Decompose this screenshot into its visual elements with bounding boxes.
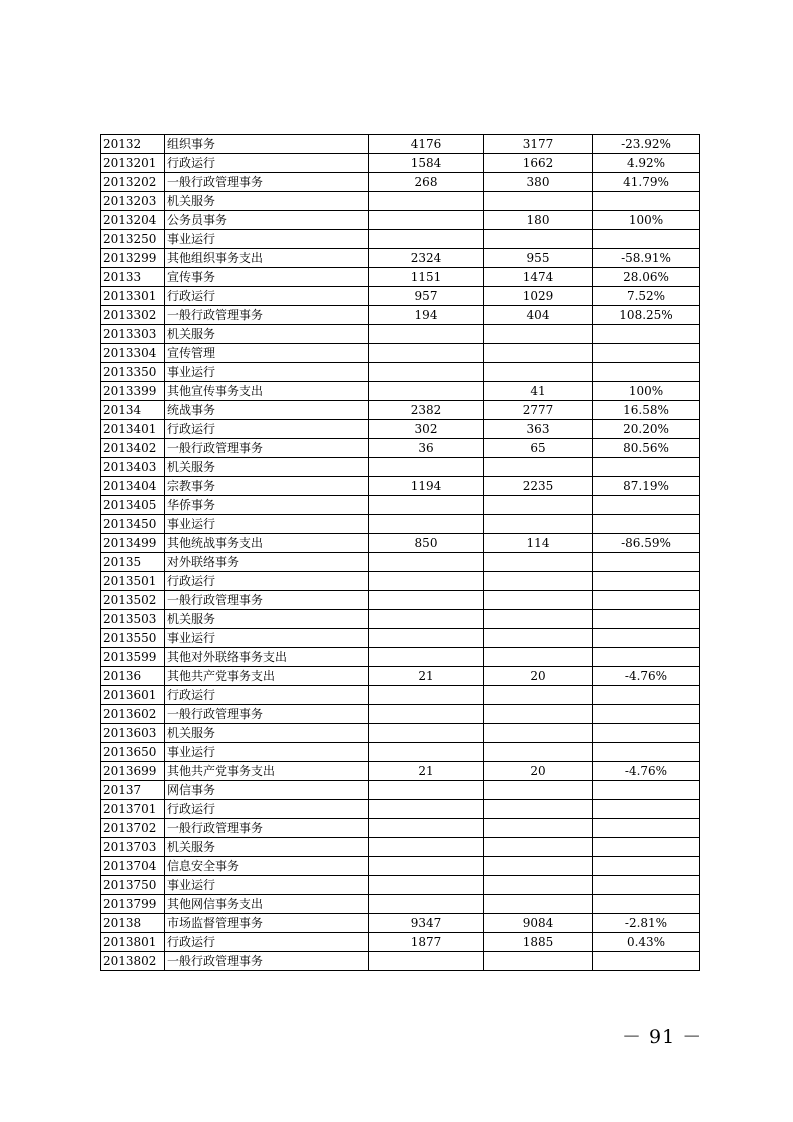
prior-year-amount-cell bbox=[369, 515, 484, 534]
current-year-amount-cell bbox=[484, 819, 593, 838]
subject-name-cell: 一般行政管理事务 bbox=[165, 591, 369, 610]
table-row bbox=[101, 743, 700, 762]
current-year-amount-cell: 1662 bbox=[484, 154, 593, 173]
subject-code-cell: 2013201 bbox=[101, 154, 165, 173]
table-row bbox=[101, 667, 700, 686]
current-year-amount-cell bbox=[484, 724, 593, 743]
table-row bbox=[101, 439, 700, 458]
prior-year-amount-cell bbox=[369, 686, 484, 705]
subject-name-cell: 事业运行 bbox=[165, 629, 369, 648]
subject-name-cell: 公务员事务 bbox=[165, 211, 369, 230]
change-percent-cell: 87.19% bbox=[593, 477, 700, 496]
table-row bbox=[101, 686, 700, 705]
subject-name-cell: 行政运行 bbox=[165, 154, 369, 173]
subject-code-cell: 2013403 bbox=[101, 458, 165, 477]
current-year-amount-cell: 1474 bbox=[484, 268, 593, 287]
table-row bbox=[101, 173, 700, 192]
subject-name-cell: 其他网信事务支出 bbox=[165, 895, 369, 914]
subject-name-cell: 事业运行 bbox=[165, 876, 369, 895]
change-percent-cell bbox=[593, 515, 700, 534]
subject-name-cell: 网信事务 bbox=[165, 781, 369, 800]
change-percent-cell bbox=[593, 591, 700, 610]
current-year-amount-cell bbox=[484, 800, 593, 819]
budget-table bbox=[100, 134, 700, 971]
table-row bbox=[101, 705, 700, 724]
prior-year-amount-cell bbox=[369, 572, 484, 591]
table-row bbox=[101, 629, 700, 648]
table-row bbox=[101, 914, 700, 933]
prior-year-amount-cell bbox=[369, 496, 484, 515]
table-row bbox=[101, 933, 700, 952]
subject-code-cell: 2013350 bbox=[101, 363, 165, 382]
subject-name-cell: 其他统战事务支出 bbox=[165, 534, 369, 553]
subject-code-cell: 2013603 bbox=[101, 724, 165, 743]
change-percent-cell: 100% bbox=[593, 211, 700, 230]
table-row bbox=[101, 154, 700, 173]
subject-code-cell: 2013402 bbox=[101, 439, 165, 458]
subject-name-cell: 其他对外联络事务支出 bbox=[165, 648, 369, 667]
change-percent-cell: 20.20% bbox=[593, 420, 700, 439]
subject-code-cell: 2013750 bbox=[101, 876, 165, 895]
table-row bbox=[101, 952, 700, 971]
subject-name-cell: 事业运行 bbox=[165, 515, 369, 534]
change-percent-cell bbox=[593, 344, 700, 363]
current-year-amount-cell bbox=[484, 496, 593, 515]
subject-code-cell: 2013304 bbox=[101, 344, 165, 363]
subject-name-cell: 一般行政管理事务 bbox=[165, 173, 369, 192]
current-year-amount-cell: 41 bbox=[484, 382, 593, 401]
change-percent-cell: 4.92% bbox=[593, 154, 700, 173]
current-year-amount-cell bbox=[484, 686, 593, 705]
prior-year-amount-cell bbox=[369, 344, 484, 363]
page-number: － 91 － bbox=[622, 1026, 703, 1048]
change-percent-cell bbox=[593, 800, 700, 819]
subject-code-cell: 20133 bbox=[101, 268, 165, 287]
subject-code-cell: 2013502 bbox=[101, 591, 165, 610]
prior-year-amount-cell bbox=[369, 325, 484, 344]
subject-code-cell: 2013701 bbox=[101, 800, 165, 819]
current-year-amount-cell bbox=[484, 553, 593, 572]
subject-name-cell: 对外联络事务 bbox=[165, 553, 369, 572]
subject-code-cell: 2013501 bbox=[101, 572, 165, 591]
subject-code-cell: 2013405 bbox=[101, 496, 165, 515]
change-percent-cell bbox=[593, 648, 700, 667]
change-percent-cell bbox=[593, 743, 700, 762]
subject-code-cell: 2013550 bbox=[101, 629, 165, 648]
change-percent-cell bbox=[593, 192, 700, 211]
prior-year-amount-cell: 1877 bbox=[369, 933, 484, 952]
prior-year-amount-cell: 302 bbox=[369, 420, 484, 439]
change-percent-cell bbox=[593, 724, 700, 743]
table-row bbox=[101, 458, 700, 477]
table-row bbox=[101, 800, 700, 819]
current-year-amount-cell: 380 bbox=[484, 173, 593, 192]
subject-name-cell: 行政运行 bbox=[165, 287, 369, 306]
prior-year-amount-cell: 1584 bbox=[369, 154, 484, 173]
change-percent-cell: -58.91% bbox=[593, 249, 700, 268]
change-percent-cell: -23.92% bbox=[593, 135, 700, 154]
subject-name-cell: 事业运行 bbox=[165, 743, 369, 762]
change-percent-cell bbox=[593, 895, 700, 914]
current-year-amount-cell: 2777 bbox=[484, 401, 593, 420]
subject-name-cell: 市场监督管理事务 bbox=[165, 914, 369, 933]
subject-code-cell: 2013301 bbox=[101, 287, 165, 306]
subject-code-cell: 2013802 bbox=[101, 952, 165, 971]
prior-year-amount-cell bbox=[369, 781, 484, 800]
change-percent-cell: 16.58% bbox=[593, 401, 700, 420]
current-year-amount-cell bbox=[484, 895, 593, 914]
prior-year-amount-cell: 1194 bbox=[369, 477, 484, 496]
table-row bbox=[101, 762, 700, 781]
subject-code-cell: 2013399 bbox=[101, 382, 165, 401]
change-percent-cell bbox=[593, 876, 700, 895]
change-percent-cell bbox=[593, 610, 700, 629]
subject-name-cell: 一般行政管理事务 bbox=[165, 819, 369, 838]
table-row bbox=[101, 648, 700, 667]
subject-code-cell: 2013704 bbox=[101, 857, 165, 876]
subject-name-cell: 机关服务 bbox=[165, 838, 369, 857]
change-percent-cell bbox=[593, 572, 700, 591]
change-percent-cell: 7.52% bbox=[593, 287, 700, 306]
change-percent-cell bbox=[593, 952, 700, 971]
subject-name-cell: 一般行政管理事务 bbox=[165, 439, 369, 458]
table-row bbox=[101, 496, 700, 515]
subject-code-cell: 2013303 bbox=[101, 325, 165, 344]
subject-code-cell: 2013503 bbox=[101, 610, 165, 629]
table-row bbox=[101, 211, 700, 230]
table-row bbox=[101, 724, 700, 743]
change-percent-cell: -86.59% bbox=[593, 534, 700, 553]
table-row bbox=[101, 287, 700, 306]
change-percent-cell bbox=[593, 496, 700, 515]
subject-code-cell: 2013799 bbox=[101, 895, 165, 914]
change-percent-cell: 80.56% bbox=[593, 439, 700, 458]
subject-name-cell: 行政运行 bbox=[165, 572, 369, 591]
current-year-amount-cell bbox=[484, 648, 593, 667]
current-year-amount-cell: 180 bbox=[484, 211, 593, 230]
current-year-amount-cell bbox=[484, 629, 593, 648]
current-year-amount-cell bbox=[484, 192, 593, 211]
table-row bbox=[101, 192, 700, 211]
change-percent-cell bbox=[593, 781, 700, 800]
table-row bbox=[101, 534, 700, 553]
prior-year-amount-cell: 2382 bbox=[369, 401, 484, 420]
prior-year-amount-cell: 957 bbox=[369, 287, 484, 306]
subject-name-cell: 行政运行 bbox=[165, 933, 369, 952]
subject-name-cell: 一般行政管理事务 bbox=[165, 705, 369, 724]
prior-year-amount-cell bbox=[369, 648, 484, 667]
subject-name-cell: 机关服务 bbox=[165, 325, 369, 344]
table-row bbox=[101, 268, 700, 287]
current-year-amount-cell: 955 bbox=[484, 249, 593, 268]
change-percent-cell bbox=[593, 705, 700, 724]
current-year-amount-cell bbox=[484, 572, 593, 591]
subject-code-cell: 2013203 bbox=[101, 192, 165, 211]
subject-code-cell: 2013601 bbox=[101, 686, 165, 705]
table-row bbox=[101, 249, 700, 268]
table-row bbox=[101, 325, 700, 344]
prior-year-amount-cell bbox=[369, 895, 484, 914]
current-year-amount-cell: 20 bbox=[484, 667, 593, 686]
change-percent-cell bbox=[593, 857, 700, 876]
prior-year-amount-cell: 21 bbox=[369, 667, 484, 686]
subject-name-cell: 机关服务 bbox=[165, 724, 369, 743]
change-percent-cell: 108.25% bbox=[593, 306, 700, 325]
subject-code-cell: 20136 bbox=[101, 667, 165, 686]
change-percent-cell bbox=[593, 819, 700, 838]
table-row bbox=[101, 363, 700, 382]
subject-code-cell: 2013650 bbox=[101, 743, 165, 762]
table-row bbox=[101, 819, 700, 838]
change-percent-cell bbox=[593, 230, 700, 249]
prior-year-amount-cell: 1151 bbox=[369, 268, 484, 287]
prior-year-amount-cell: 2324 bbox=[369, 249, 484, 268]
subject-name-cell: 统战事务 bbox=[165, 401, 369, 420]
table-row bbox=[101, 420, 700, 439]
table-row bbox=[101, 382, 700, 401]
current-year-amount-cell bbox=[484, 591, 593, 610]
subject-code-cell: 2013602 bbox=[101, 705, 165, 724]
current-year-amount-cell: 9084 bbox=[484, 914, 593, 933]
prior-year-amount-cell bbox=[369, 553, 484, 572]
subject-code-cell: 20138 bbox=[101, 914, 165, 933]
change-percent-cell: -4.76% bbox=[593, 762, 700, 781]
subject-name-cell: 一般行政管理事务 bbox=[165, 306, 369, 325]
table-row bbox=[101, 135, 700, 154]
current-year-amount-cell bbox=[484, 610, 593, 629]
current-year-amount-cell bbox=[484, 325, 593, 344]
current-year-amount-cell bbox=[484, 952, 593, 971]
prior-year-amount-cell bbox=[369, 591, 484, 610]
table-row bbox=[101, 230, 700, 249]
prior-year-amount-cell bbox=[369, 724, 484, 743]
subject-name-cell: 其他宣传事务支出 bbox=[165, 382, 369, 401]
table-row bbox=[101, 477, 700, 496]
prior-year-amount-cell bbox=[369, 211, 484, 230]
change-percent-cell: -2.81% bbox=[593, 914, 700, 933]
table-row bbox=[101, 344, 700, 363]
current-year-amount-cell: 363 bbox=[484, 420, 593, 439]
subject-name-cell: 宣传管理 bbox=[165, 344, 369, 363]
table-row bbox=[101, 781, 700, 800]
prior-year-amount-cell: 850 bbox=[369, 534, 484, 553]
current-year-amount-cell: 3177 bbox=[484, 135, 593, 154]
current-year-amount-cell bbox=[484, 363, 593, 382]
table-row bbox=[101, 553, 700, 572]
current-year-amount-cell bbox=[484, 515, 593, 534]
table-row bbox=[101, 306, 700, 325]
prior-year-amount-cell bbox=[369, 705, 484, 724]
subject-code-cell: 2013401 bbox=[101, 420, 165, 439]
current-year-amount-cell bbox=[484, 458, 593, 477]
subject-code-cell: 2013699 bbox=[101, 762, 165, 781]
prior-year-amount-cell: 4176 bbox=[369, 135, 484, 154]
subject-code-cell: 2013202 bbox=[101, 173, 165, 192]
subject-name-cell: 行政运行 bbox=[165, 420, 369, 439]
prior-year-amount-cell bbox=[369, 610, 484, 629]
subject-code-cell: 2013702 bbox=[101, 819, 165, 838]
prior-year-amount-cell bbox=[369, 363, 484, 382]
subject-code-cell: 20132 bbox=[101, 135, 165, 154]
subject-code-cell: 20137 bbox=[101, 781, 165, 800]
subject-name-cell: 华侨事务 bbox=[165, 496, 369, 515]
subject-name-cell: 机关服务 bbox=[165, 192, 369, 211]
table-body bbox=[101, 135, 700, 971]
prior-year-amount-cell bbox=[369, 458, 484, 477]
prior-year-amount-cell: 36 bbox=[369, 439, 484, 458]
change-percent-cell: -4.76% bbox=[593, 667, 700, 686]
change-percent-cell bbox=[593, 838, 700, 857]
table-row bbox=[101, 572, 700, 591]
prior-year-amount-cell: 268 bbox=[369, 173, 484, 192]
change-percent-cell: 100% bbox=[593, 382, 700, 401]
change-percent-cell: 41.79% bbox=[593, 173, 700, 192]
subject-name-cell: 行政运行 bbox=[165, 800, 369, 819]
subject-name-cell: 事业运行 bbox=[165, 230, 369, 249]
current-year-amount-cell bbox=[484, 230, 593, 249]
prior-year-amount-cell bbox=[369, 629, 484, 648]
prior-year-amount-cell: 194 bbox=[369, 306, 484, 325]
current-year-amount-cell: 1029 bbox=[484, 287, 593, 306]
change-percent-cell: 28.06% bbox=[593, 268, 700, 287]
table-row bbox=[101, 515, 700, 534]
current-year-amount-cell bbox=[484, 857, 593, 876]
subject-code-cell: 2013299 bbox=[101, 249, 165, 268]
subject-name-cell: 组织事务 bbox=[165, 135, 369, 154]
subject-code-cell: 20134 bbox=[101, 401, 165, 420]
subject-name-cell: 机关服务 bbox=[165, 458, 369, 477]
prior-year-amount-cell bbox=[369, 838, 484, 857]
subject-code-cell: 2013204 bbox=[101, 211, 165, 230]
current-year-amount-cell: 2235 bbox=[484, 477, 593, 496]
subject-code-cell: 2013801 bbox=[101, 933, 165, 952]
prior-year-amount-cell bbox=[369, 192, 484, 211]
subject-name-cell: 其他组织事务支出 bbox=[165, 249, 369, 268]
subject-code-cell: 2013599 bbox=[101, 648, 165, 667]
subject-code-cell: 2013250 bbox=[101, 230, 165, 249]
change-percent-cell bbox=[593, 629, 700, 648]
prior-year-amount-cell bbox=[369, 952, 484, 971]
table-row bbox=[101, 591, 700, 610]
subject-name-cell: 宣传事务 bbox=[165, 268, 369, 287]
prior-year-amount-cell bbox=[369, 230, 484, 249]
subject-name-cell: 宗教事务 bbox=[165, 477, 369, 496]
prior-year-amount-cell: 21 bbox=[369, 762, 484, 781]
current-year-amount-cell bbox=[484, 876, 593, 895]
current-year-amount-cell bbox=[484, 344, 593, 363]
table-row bbox=[101, 610, 700, 629]
current-year-amount-cell bbox=[484, 838, 593, 857]
subject-name-cell: 机关服务 bbox=[165, 610, 369, 629]
table-row bbox=[101, 895, 700, 914]
change-percent-cell bbox=[593, 458, 700, 477]
current-year-amount-cell bbox=[484, 743, 593, 762]
current-year-amount-cell: 65 bbox=[484, 439, 593, 458]
change-percent-cell bbox=[593, 325, 700, 344]
subject-code-cell: 2013703 bbox=[101, 838, 165, 857]
prior-year-amount-cell bbox=[369, 819, 484, 838]
change-percent-cell bbox=[593, 553, 700, 572]
subject-code-cell: 2013302 bbox=[101, 306, 165, 325]
prior-year-amount-cell bbox=[369, 857, 484, 876]
subject-name-cell: 其他共产党事务支出 bbox=[165, 762, 369, 781]
current-year-amount-cell: 20 bbox=[484, 762, 593, 781]
table-row bbox=[101, 401, 700, 420]
current-year-amount-cell: 404 bbox=[484, 306, 593, 325]
subject-name-cell: 其他共产党事务支出 bbox=[165, 667, 369, 686]
current-year-amount-cell: 1885 bbox=[484, 933, 593, 952]
subject-name-cell: 一般行政管理事务 bbox=[165, 952, 369, 971]
prior-year-amount-cell bbox=[369, 876, 484, 895]
table-row bbox=[101, 876, 700, 895]
prior-year-amount-cell bbox=[369, 743, 484, 762]
prior-year-amount-cell: 9347 bbox=[369, 914, 484, 933]
current-year-amount-cell: 114 bbox=[484, 534, 593, 553]
current-year-amount-cell bbox=[484, 705, 593, 724]
prior-year-amount-cell bbox=[369, 382, 484, 401]
table-row bbox=[101, 838, 700, 857]
subject-code-cell: 2013499 bbox=[101, 534, 165, 553]
subject-name-cell: 事业运行 bbox=[165, 363, 369, 382]
subject-code-cell: 2013404 bbox=[101, 477, 165, 496]
subject-code-cell: 20135 bbox=[101, 553, 165, 572]
subject-name-cell: 行政运行 bbox=[165, 686, 369, 705]
change-percent-cell: 0.43% bbox=[593, 933, 700, 952]
table-row bbox=[101, 857, 700, 876]
subject-name-cell: 信息安全事务 bbox=[165, 857, 369, 876]
prior-year-amount-cell bbox=[369, 800, 484, 819]
change-percent-cell bbox=[593, 363, 700, 382]
subject-code-cell: 2013450 bbox=[101, 515, 165, 534]
current-year-amount-cell bbox=[484, 781, 593, 800]
change-percent-cell bbox=[593, 686, 700, 705]
